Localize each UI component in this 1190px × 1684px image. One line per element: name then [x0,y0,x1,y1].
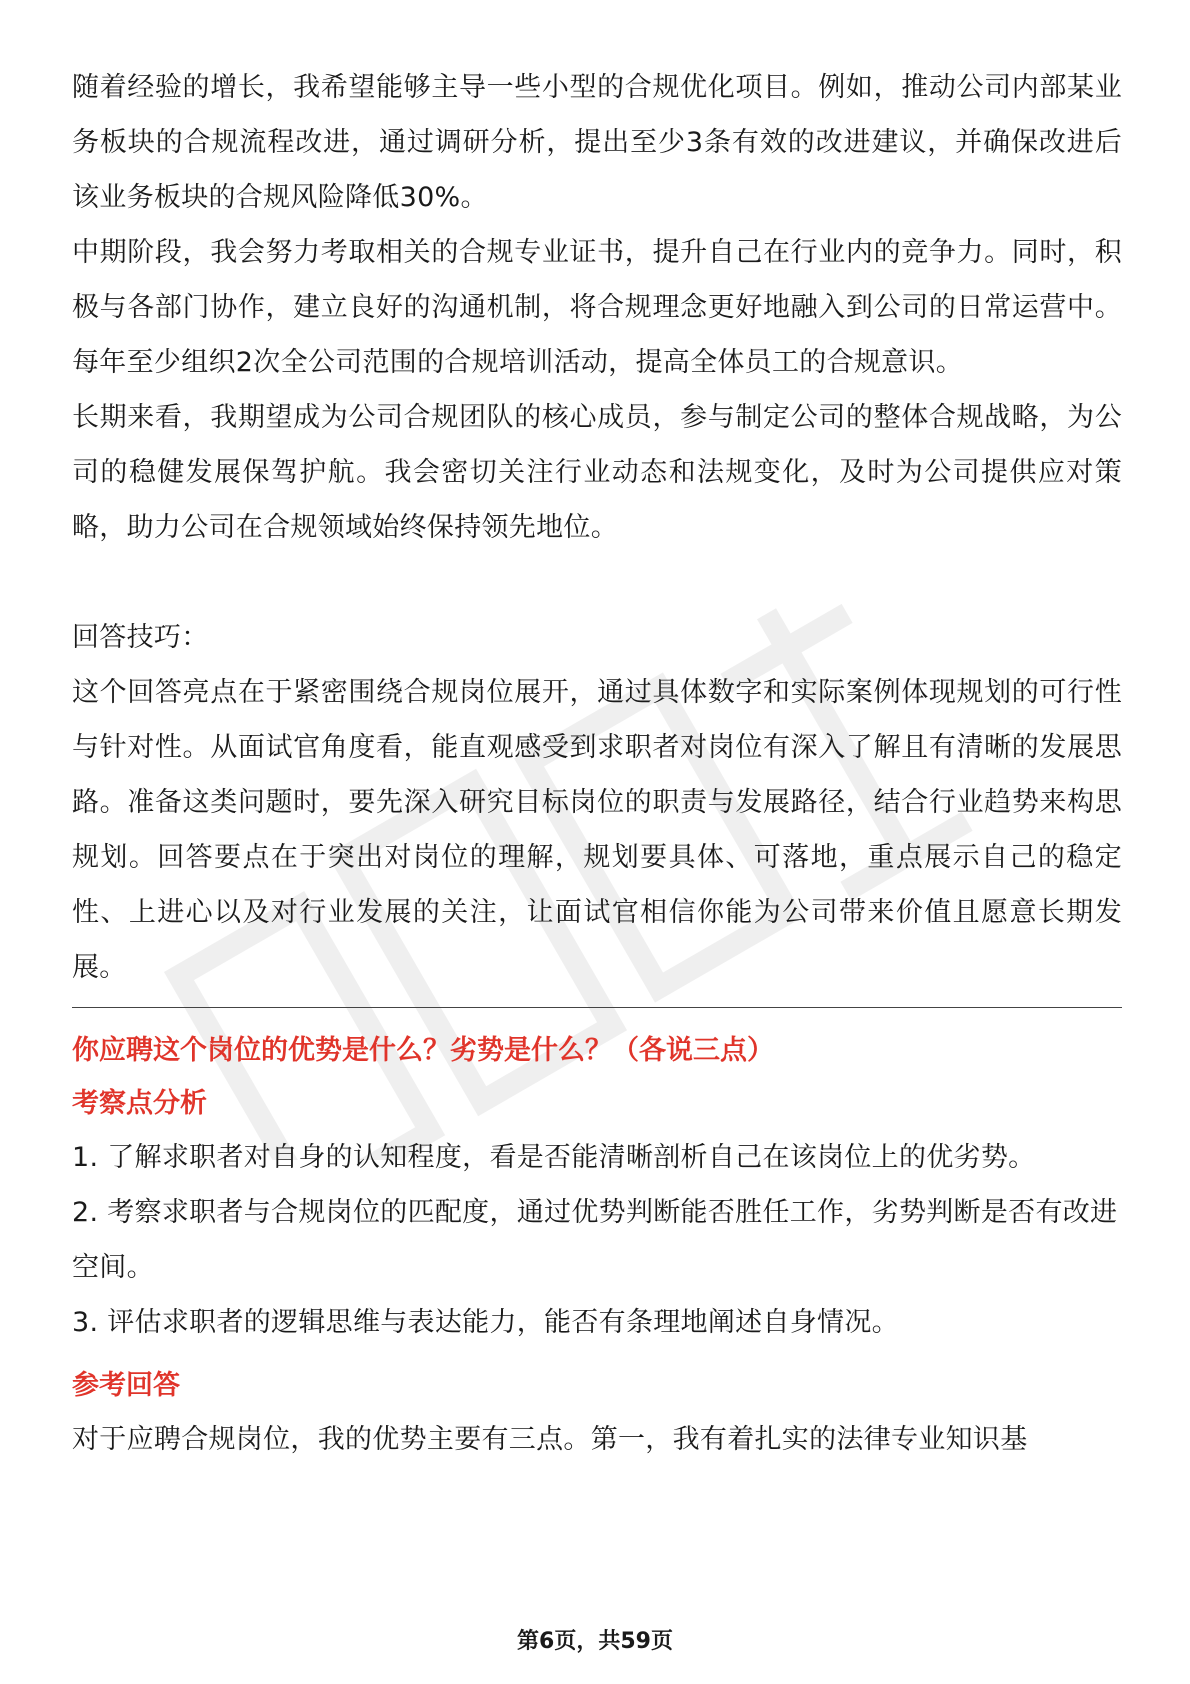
tips-label: 回答技巧： [72,622,209,653]
analysis-item: 1. 了解求职者对自身的认知程度，看是否能清晰剖析自己在该岗位上的优劣势。 [72,1142,1036,1173]
section-divider [72,1007,1122,1008]
spacer [72,555,1122,610]
main-content [72,60,1122,1467]
paragraph-mid-term: 中期阶段，我会努力考取相关的合规专业证书，提升自己在行业内的竞争力。同时，积极与各部门协作，建立良好的沟通机制，将合规理念更好地融入到公司的日常运营中。每年至少组织2次全公司范围的合规培训活动，提高全体员工的合规意识。 [72,237,1122,378]
analysis-list [72,1130,1122,1350]
analysis-heading: 考察点分析 [72,1088,207,1119]
analysis-item: 3. 评估求职者的逻辑思维与表达能力，能否有条理地阐述自身情况。 [72,1307,899,1338]
analysis-item: 2. 考察求职者与合规岗位的匹配度，通过优势判断能否胜任工作，劣势判断是否有改进空间。 [72,1197,1118,1283]
answer-heading: 参考回答 [72,1370,180,1401]
question-title: 你应聘这个岗位的优势是什么？劣势是什么？（各说三点） [72,1035,774,1066]
tips-text: 这个回答亮点在于紧密围绕合规岗位展开，通过具体数字和实际案例体现规划的可行性与针对性。从面试官角度看，能直观感受到求职者对岗位有深入了解且有清晰的发展思路。准备这类问题时，要先深入研究目标岗位的职责与发展路径，结合行业趋势来构思规划。回答要点在于突出对岗位的理解，规划要具体、可落地，重点展示自己的稳定性、上进心以及对行业发展的关注，让面试官相信你能为公司带来价值且愿意长期发展。 [72,677,1122,983]
page-number: 第6页，共59页 [517,1629,673,1654]
paragraph-short-term: 随着经验的增长，我希望能够主导一些小型的合规优化项目。例如，推动公司内部某业务板块的合规流程改进，通过调研分析，提出至少3条有效的改进建议，并确保改进后该业务板块的合规风险降低30%。 [72,72,1122,213]
paragraph-long-term: 长期来看，我期望成为公司合规团队的核心成员，参与制定公司的整体合规战略，为公司的稳健发展保驾护航。我会密切关注行业动态和法规变化，及时为公司提供应对策略，助力公司在合规领域始终保持领先地位。 [72,402,1122,543]
answer-text: 对于应聘合规岗位，我的优势主要有三点。第一，我有着扎实的法律专业知识基 [72,1424,1028,1455]
